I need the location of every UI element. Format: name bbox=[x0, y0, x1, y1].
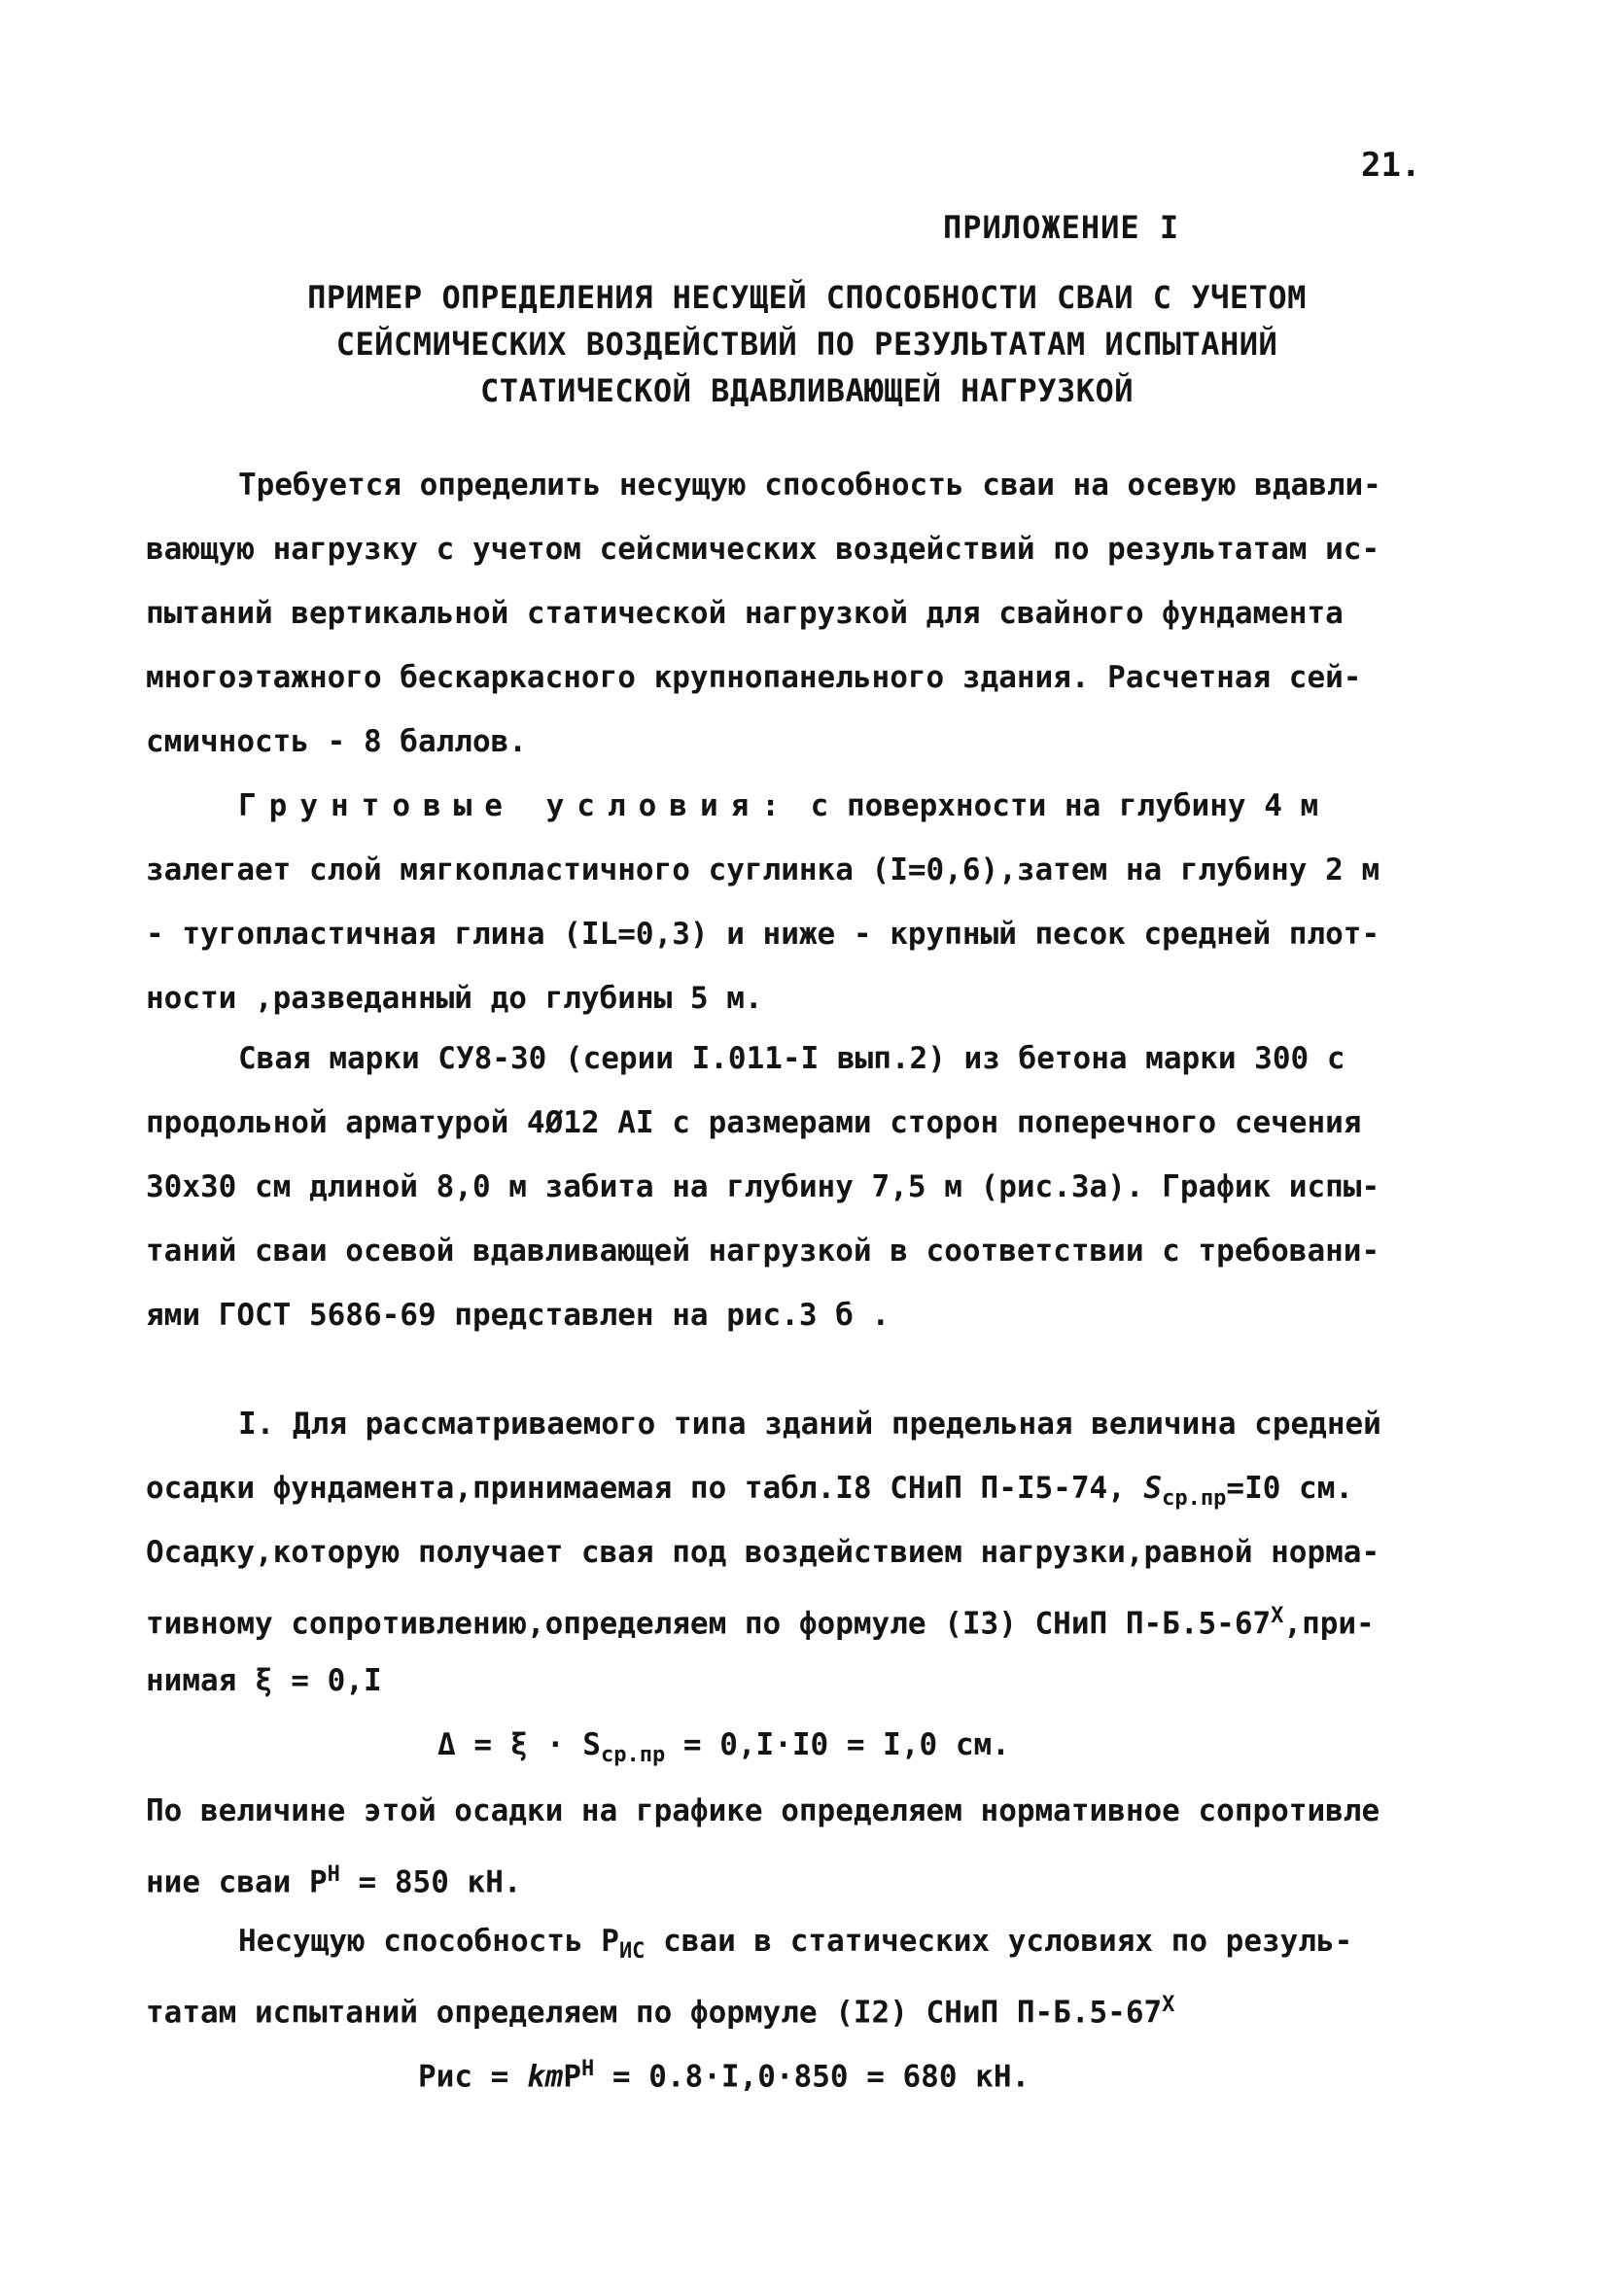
paragraph-pile-description bbox=[146, 1026, 1478, 1347]
paragraph-soil-conditions bbox=[146, 774, 1478, 1030]
text-line: 30х30 см длиной 8,0 м забита на глубину 7,5 м (рис.3а). График испы- bbox=[146, 1169, 1380, 1204]
text-line: - тугопластичная глина (IL=0,3) и ниже - крупный песок средней плот- bbox=[146, 917, 1380, 952]
text-line: По величине этой осадки на графике определяем нормативное сопротивле bbox=[146, 1793, 1380, 1828]
document-title bbox=[175, 274, 1439, 414]
text-line: вающую нагрузку с учетом сейсмических воздействий по результатам ис- bbox=[146, 532, 1380, 567]
page-number: 21. bbox=[1361, 146, 1421, 185]
formula-line: $\Delta = \xi \cdot S_{ср.пр} = 0,I\cdot I0 = I,0$ см. bbox=[437, 1727, 1010, 1768]
text-line: Несущую способность $P_{ИС}$ сваи в статических условиях по резуль- bbox=[238, 1924, 1353, 1965]
text-line: ние сваи $P^Н = 850$ кН. bbox=[146, 1862, 522, 1900]
text-line: Грунтовые условия: с поверхности на глубину 4 м bbox=[238, 788, 1319, 823]
text-line: тивному сопротивлению,определяем по формуле (I3) СНиП $П-Б.5-67^Х,при-$ bbox=[146, 1604, 1375, 1642]
formula-line: Pис = kmP$^Н$ = 0.8·I,0·850 = 680 кН. bbox=[418, 2057, 1031, 2095]
text-line: I. Для рассматриваемого типа зданий предельная величина средней bbox=[238, 1407, 1381, 1442]
text-line: пытаний вертикальной статической нагрузкой для свайного фундамента bbox=[146, 596, 1344, 631]
text-line: Требуется определить несущую способность сваи на осевую вдавли- bbox=[238, 468, 1381, 503]
paragraph-requirement bbox=[146, 453, 1478, 774]
text-line: многоэтажного бескаркасного крупнопанельного здания. Расчетная сей- bbox=[146, 660, 1362, 695]
title-line: ПРИМЕР ОПРЕДЕЛЕНИЯ НЕСУЩЕЙ СПОСОБНОСТИ СВАИ С УЧЕТОМ bbox=[307, 279, 1307, 316]
text-line: таний сваи осевой вдавливающей нагрузкой в соответствии с требовани- bbox=[146, 1234, 1380, 1269]
soil-conditions-heading: Грунтовые условия: bbox=[238, 788, 792, 823]
paragraph-settlement bbox=[146, 1392, 1478, 1713]
text-line: залегает слой мягкопластичного суглинка (I=0,6),затем на глубину 2 м bbox=[146, 852, 1380, 887]
text-line: Осадку,которую получает свая под воздействием нагрузки,равной норма- bbox=[146, 1535, 1380, 1570]
text-line: продольной арматурой 4Ø12 AI с размерами сторон поперечного сечения bbox=[146, 1105, 1362, 1140]
formula-settlement bbox=[146, 1713, 1478, 1777]
text-line: Свая марки СУ8-30 (серии I.011-I вып.2) из бетона марки 300 с bbox=[238, 1041, 1345, 1076]
paragraph-bearing-capacity bbox=[146, 1909, 1478, 2037]
formula-bearing-capacity bbox=[146, 2037, 1478, 2102]
text-line: ности ,разведанный до глубины 5 м. bbox=[146, 981, 763, 1016]
paragraph-normative-resistance bbox=[146, 1779, 1478, 1907]
text-line: смичность - 8 баллов. bbox=[146, 724, 527, 759]
appendix-label: ПРИЛОЖЕНИЕ I bbox=[943, 209, 1180, 246]
text-line: осадки фундамента,принимаемая по табл.I8 СНиП П-I5-74, $S_{ср.пр}=I0$ см. bbox=[146, 1471, 1354, 1512]
text-line: ями ГОСТ 5686-69 представлен на рис.3 б . bbox=[146, 1298, 891, 1333]
text-line: нимая ξ = 0,I bbox=[146, 1663, 382, 1698]
text-line: татам испытаний определяем по формуле (I2) СНиП $П-Б.5-67^Х$ bbox=[146, 1993, 1175, 2031]
title-line: СЕЙСМИЧЕСКИХ ВОЗДЕЙСТВИЙ ПО РЕЗУЛЬТАТАМ ИСПЫТАНИЙ bbox=[335, 326, 1278, 363]
title-line: СТАТИЧЕСКОЙ ВДАВЛИВАЮЩЕЙ НАГРУЗКОЙ bbox=[479, 372, 1135, 409]
